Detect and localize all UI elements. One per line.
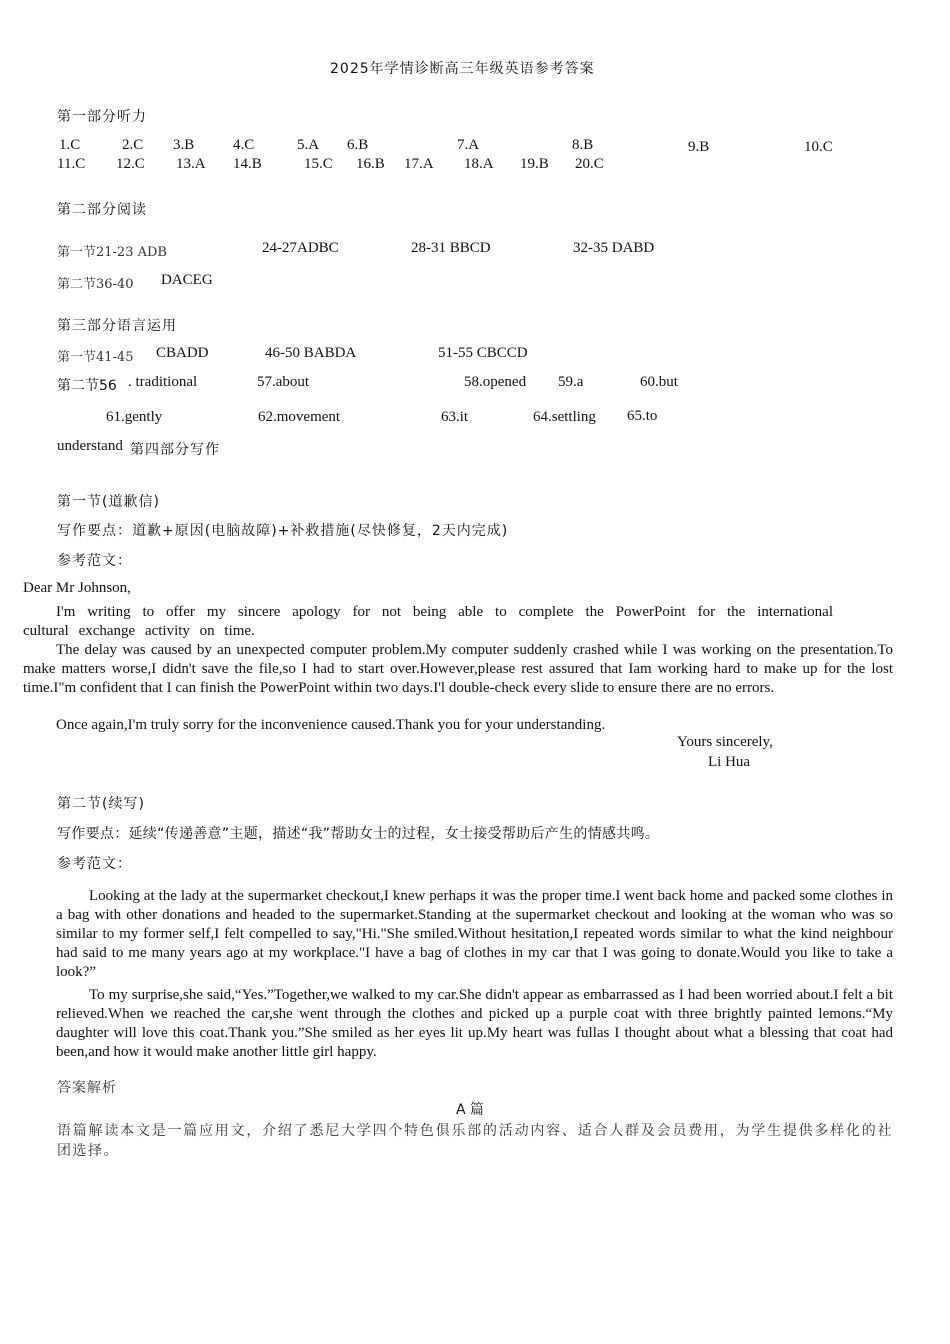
answer: 57.about <box>257 374 310 390</box>
answer: 58.opened <box>464 374 527 390</box>
writing2-heading: 第二节(续写) <box>57 796 145 812</box>
answer: 19.B <box>520 156 549 172</box>
answer: 6.B <box>347 137 369 153</box>
answer: 64.settling <box>533 409 596 425</box>
analysis-text: 语篇解读本文是一篇应用文，介绍了悉尼大学四个特色俱乐部的活动内容、适合人群及会员费用，为学生提供多样化的社团选择。 <box>57 1123 893 1159</box>
writing2-sample-label: 参考范文： <box>57 856 132 872</box>
analysis-section-label: A 篇 <box>456 1102 485 1118</box>
letter-paragraph: I'm writing to offer my sincere apology for not being able to complete the PowerPoint for the international cultural exchange activity on time. <box>23 604 833 639</box>
analysis-heading: 答案解析 <box>57 1080 117 1096</box>
answer: 65.to <box>627 408 658 424</box>
answer: 17.A <box>404 156 434 172</box>
part1-heading: 第一部分听力 <box>57 109 147 125</box>
part2-section2-label: 第二节36-40 <box>57 277 134 292</box>
answer: 62.movement <box>258 409 341 425</box>
answer: 3.B <box>173 137 195 153</box>
answer: 51-55 CBCCD <box>438 345 528 361</box>
answer: CBADD <box>156 345 209 361</box>
answer: 4.C <box>233 137 255 153</box>
letter-paragraph: The delay was caused by an unexpected computer problem.My computer suddenly crashed while I was working on the presentation.To make matters worse,I didn't save the file,so I had to start over.However,please rest assured that Iam working hard to make up for the lost time.I"m confident that I can finish the PowerPoint within two days.I'l double-check every slide to ensure there are no errors. <box>23 642 893 696</box>
answer: 11.C <box>57 156 86 172</box>
letter-closing: Yours sincerely, <box>677 734 773 750</box>
answer: 14.B <box>233 156 262 172</box>
answer: 18.A <box>464 156 494 172</box>
answer: DACEG <box>161 272 213 288</box>
answer: 46-50 BABDA <box>265 345 357 361</box>
part3-section1-label: 第一节41-45 <box>57 350 134 365</box>
writing1-heading: 第一节(道歉信) <box>57 494 160 510</box>
part3-heading: 第三部分语言运用 <box>57 318 177 334</box>
part4-heading: 第四部分写作 <box>130 442 220 458</box>
answer: 28-31 BBCD <box>411 240 491 256</box>
answer: 60.but <box>640 374 678 390</box>
answer: 12.C <box>116 156 145 172</box>
writing1-points: 写作要点：道歉+原因(电脑故障)+补救措施(尽快修复，2天内完成) <box>57 523 509 539</box>
answer: 5.A <box>297 137 320 153</box>
letter-signature: Li Hua <box>708 754 751 770</box>
answer: 1.C <box>59 137 81 153</box>
letter-paragraph: Once again,I'm truly sorry for the inconvenience caused.Thank you for your understanding. <box>56 717 606 733</box>
answer: understand <box>57 438 123 454</box>
story-paragraph: Looking at the lady at the supermarket checkout,I knew perhaps it was the proper time.I went back home and packed some clothes in a bag with other donations and headed to the supermarket.Standing at the supermarket checkout and looking at the woman who was so similar to my former self,I felt compelled to say,"Hi."She smiled.Without hesitation,I repeated words similar to what the kind neighbour had said to me many years ago at my workplace."I have a bag of clothes in my car that I was going to donate.Would you like to take a look?” <box>56 888 893 980</box>
writing1-sample-label: 参考范文： <box>57 553 132 569</box>
answer: 16.B <box>356 156 385 172</box>
answer: 63.it <box>441 409 469 425</box>
answer: 9.B <box>688 139 710 155</box>
answer: 8.B <box>572 137 594 153</box>
page-title: 2025年学情诊断高三年级英语参考答案 <box>330 61 595 77</box>
story-paragraph: To my surprise,she said,“Yes.”Together,we walked to my car.She didn't appear as embarrassed as I had been worried about.I felt a bit relieved.When we reached the car,she went through the clothes and picked up a purple coat with three brightly painted lemons.“My daughter will love this coat.Thank you.”She smiled as her eyes lit up.My heart was fullas I thought about what a blessing that coat had been,and how it would make another little girl happy. <box>56 987 893 1060</box>
answer: 10.C <box>804 139 833 155</box>
answer: 59.a <box>558 374 584 390</box>
letter-salutation: Dear Mr Johnson, <box>23 580 131 596</box>
part2-section1-label: 第一节21-23 ADB <box>57 245 167 260</box>
answer: 20.C <box>575 156 604 172</box>
answer: 32-35 DABD <box>573 240 655 256</box>
part2-heading: 第二部分阅读 <box>57 202 147 218</box>
answer: 7.A <box>457 137 480 153</box>
answer: 61.gently <box>106 409 163 425</box>
part3-section2-label: 第二节56 <box>57 378 117 394</box>
writing2-points: 写作要点：延续“传递善意”主题，描述“我”帮助女士的过程，女士接受帮助后产生的情感共鸣。 <box>57 826 660 842</box>
answer: 13.A <box>176 156 206 172</box>
answer: . traditional <box>128 374 198 390</box>
answer: 24-27ADBC <box>262 240 339 256</box>
answer: 15.C <box>304 156 333 172</box>
answer: 2.C <box>122 137 144 153</box>
